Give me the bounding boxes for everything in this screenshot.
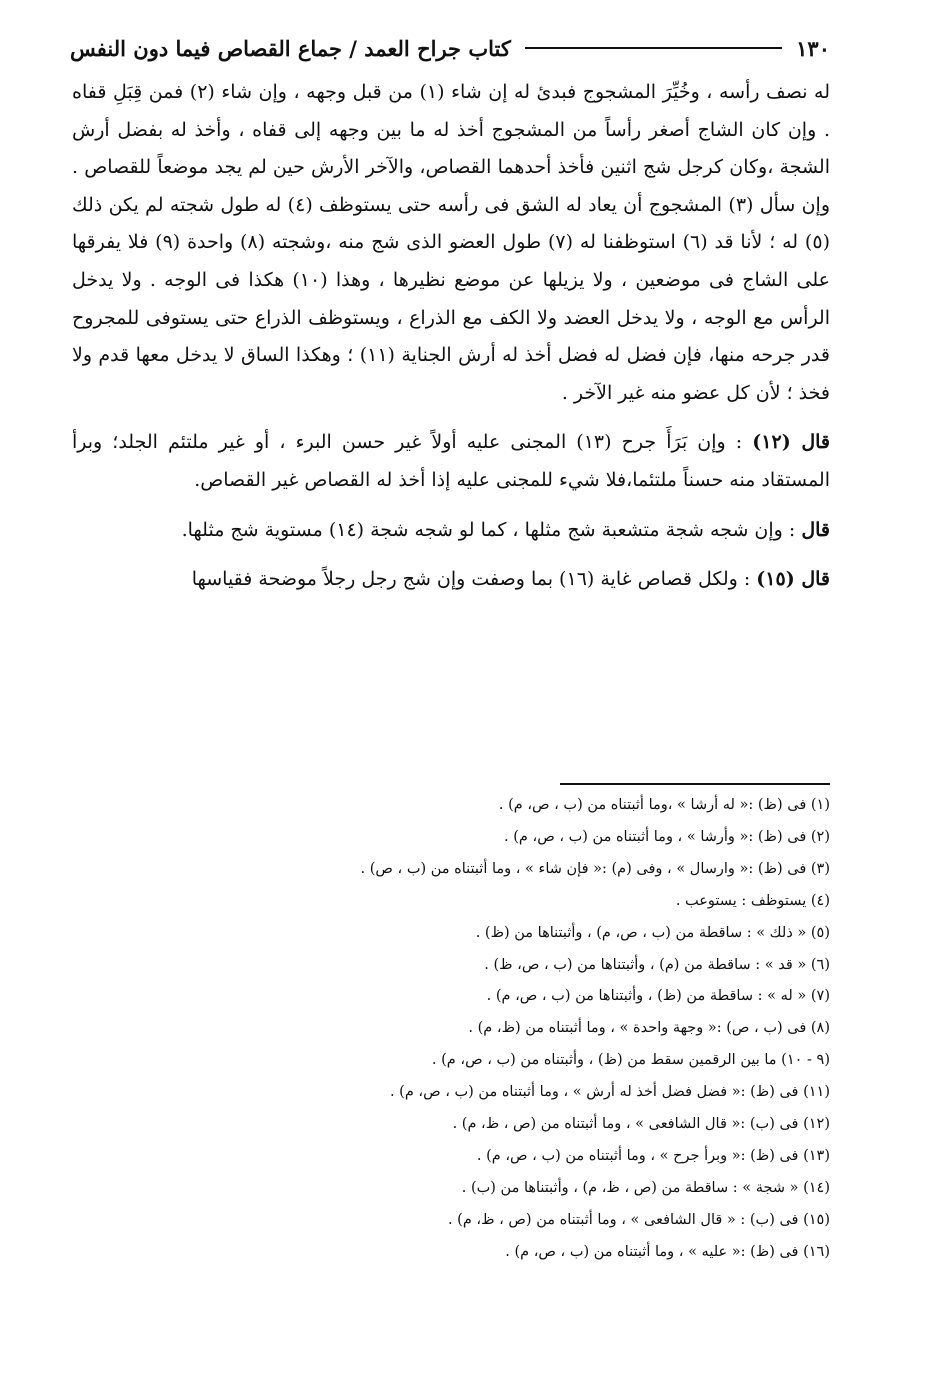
footnote-separator — [560, 783, 830, 785]
running-header — [70, 30, 830, 66]
paragraph-1: له نصف رأسه ، وخُيِّرَ المشجوج فبدئ له إن شاء (١) من قبل وجهه ، وإن شاء (٢) فمن قِبَلِ قفاه . وإن كان الشاج أصغر رأساً من المشجوج أخذ له ما بين وجهه إلى قفاه ، وأخذ له بفضل أرش الشجة ،وكان كرجل شج اثنين فأخذ أحدهما القصاص، والآخر الأرش حين لم يجد موضعاً للقصاص . وإن سأل (٣) المشجوج أن يعاد له الشق فى رأسه حتى يستوظف (٤) له طول شجته لم يكن ذلك (٥) له ؛ لأنا قد (٦) استوظفنا له (٧) طول العضو الذى شج منه ،وشجته (٨) واحدة (٩) فلا يفرقها على الشاج فى موضعين ، ولا يزيلها عن موضع نظيرها ، وهذا (١٠) هكذا فى الوجه . ولا يدخل الرأس مع الوجه ، ولا يدخل العضد ولا الكف مع الذراع ، ويستوظف الذراع حتى يستوفى للمجروح قدر جرحه منها، فإن فضل له فضل أخذ له أرش الجناية (١١) ؛ وهكذا الساق لا يدخل معها قدم ولا فخذ ؛ لأن كل عضو منه غير الآخر . — [72, 81, 830, 404]
qala-label: قال (١٢) — [752, 431, 831, 454]
chapter-title: كتاب جراح العمد / جماع القصاص فيما دون النفس — [70, 35, 511, 61]
footnote: (٤) يستوظف : يستوعب . — [675, 892, 830, 909]
paragraph-3 — [72, 512, 830, 550]
paragraph-4-text: : ولكل قصاص غاية (١٦) بما وصفت وإن شج رجل رجلاً موضحة فقياسها — [191, 568, 757, 591]
main-text — [72, 74, 830, 599]
footnote: (١) فى (ظ) :« له أرشا » ،وما أثبتناه من (ب ، ص، م) . — [498, 797, 830, 813]
footnote: (٩ - ١٠) ما بين الرقمين سقط من (ظ) ، وأثبتناه من (ب ، ص، م) . — [431, 1052, 830, 1069]
footnote: (٧) « له » : ساقطة من (ظ) ، وأثبتناها من (ب ، ص، م) . — [486, 988, 830, 1005]
header-rule — [525, 47, 782, 49]
paragraph-4 — [72, 561, 830, 599]
paragraph-2-text: : وإن بَرَأَ جرح (١٣) المجنى عليه أولاً غير حسن البرء ، أو غير ملتئم الجلد؛ وبرأ المستقاد منه حسناً ملتئما،فلا شيء للمجنى عليه إذا أخذ له القصاص غير القصاص. — [72, 431, 830, 491]
footnote: (١٦) فى (ظ) :« عليه » ، وما أثبتناه من (ب ، ص، م) . — [505, 1243, 830, 1260]
footnote: (٨) فى (ب ، ص) :« وجهة واحدة » ، وما أثبتناه من (ظ، م) . — [468, 1020, 830, 1037]
footnote: (١٣) فى (ظ) :« وبرأ جرح » ، وما أثبتناه من (ب ، ص، م) . — [476, 1147, 830, 1164]
paragraph-2 — [72, 424, 830, 499]
footnote: (٦) « قد » : ساقطة من (م) ، وأثبتناها من (ب ، ص، ظ) . — [484, 956, 830, 973]
footnote: (١٤) « شجة » : ساقطة من (ص ، ظ، م) ، وأثبتناها من (ب) . — [461, 1179, 830, 1196]
footnote: (١٢) فى (ب) :« قال الشافعى » ، وما أثبتناه من (ص ، ظ، م) . — [452, 1116, 830, 1133]
qala-label: قال — [801, 518, 830, 541]
footnote: (٥) « ذلك » : ساقطة من (ب ، ص، م) ، وأثبتناها من (ظ) . — [475, 924, 830, 941]
page-number: ١٣٠ — [796, 35, 830, 61]
footnote: (١٥) فى (ب) : « قال الشافعى » ، وما أثبتناه من (ص ، ظ، م) . — [447, 1211, 830, 1228]
footnotes — [280, 790, 830, 1269]
paragraph-3-text: : وإن شجه شجة متشعبة شج مثلها ، كما لو شجه شجة (١٤) مستوية شج مثلها. — [181, 518, 802, 541]
qala-label: قال (١٥) — [756, 568, 830, 591]
footnote: (٣) فى (ظ) :« وارسال » ، وفى (م) :« فإن شاء » ، وما أثبتناه من (ب ، ص) . — [360, 860, 830, 877]
footnote: (٢) فى (ظ) :« وأرشا » ، وما أثبتناه من (ب ، ص، م) . — [504, 828, 830, 845]
footnote: (١١) فى (ظ) :« فضل فضل أخذ له أرش » ، وما أثبتناه من (ب ، ص، م) . — [389, 1084, 830, 1101]
